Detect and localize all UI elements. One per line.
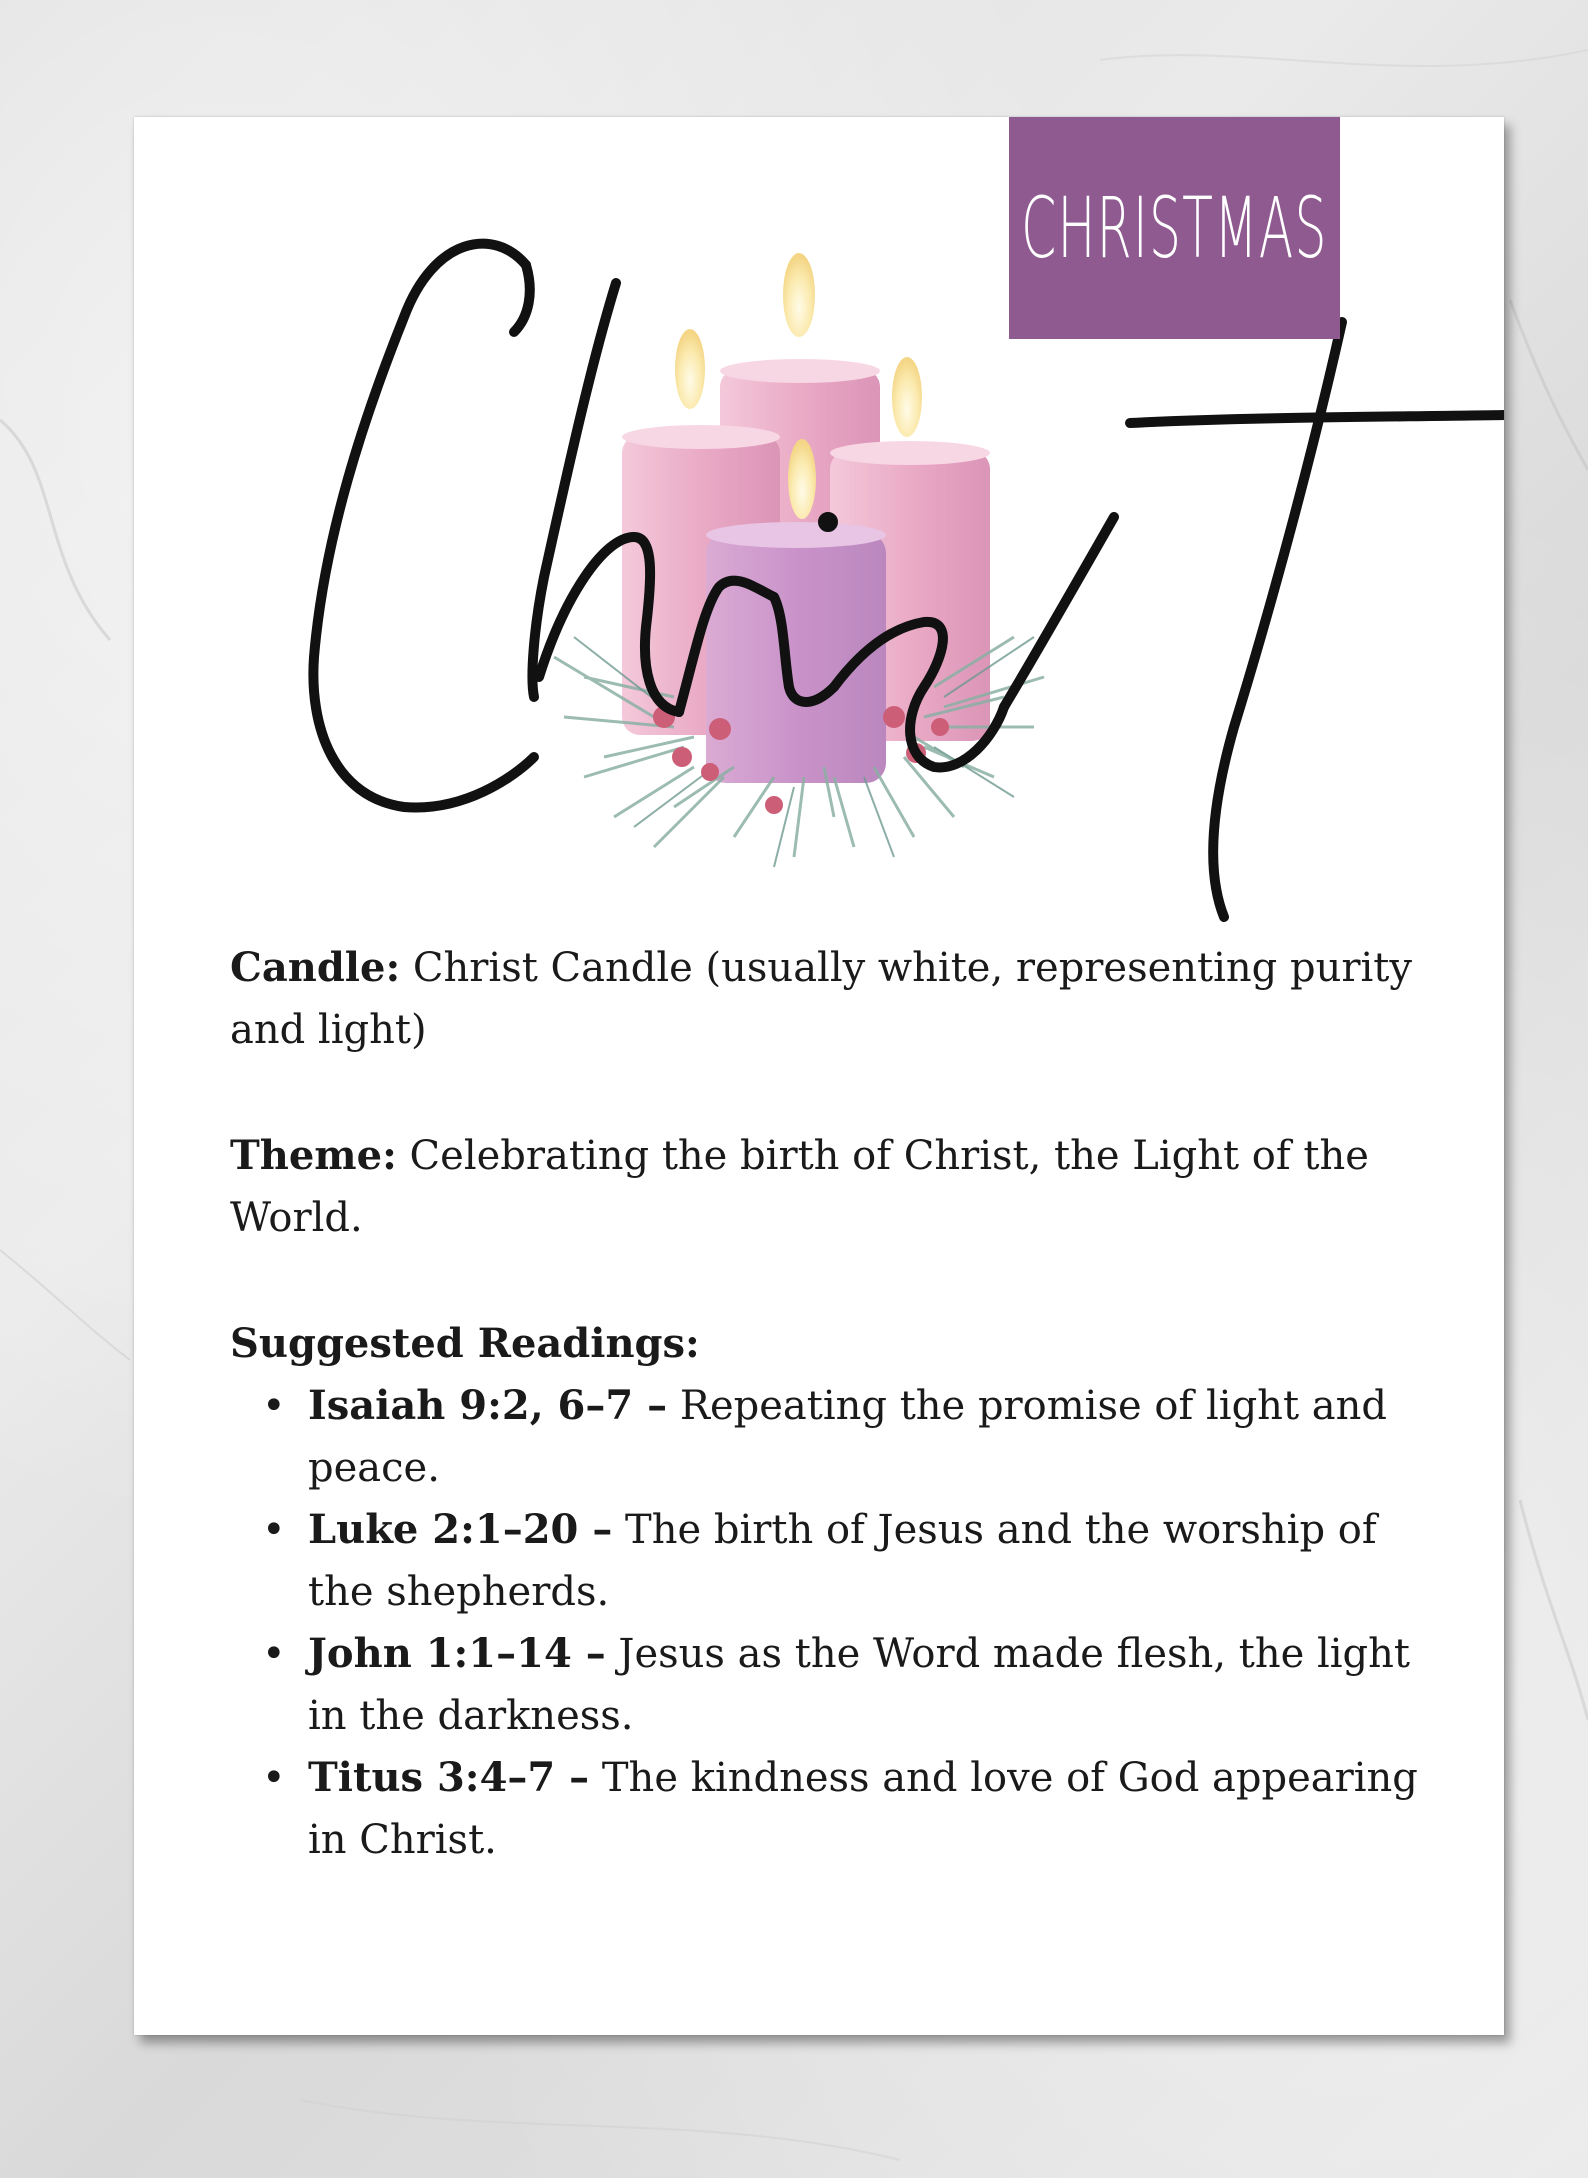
reading-ref: John 1:1–14 –	[308, 1630, 606, 1677]
reading-text: Repeating the promise of light and peace.	[308, 1383, 1387, 1491]
card-content	[230, 937, 1450, 1871]
bullet-icon: •	[262, 1507, 286, 1553]
readings-list	[230, 1375, 1450, 1871]
list-item	[262, 1499, 1450, 1623]
bullet-icon: •	[262, 1755, 286, 1801]
candle-paragraph	[230, 937, 1450, 1061]
advent-card	[134, 117, 1504, 2035]
list-item	[262, 1747, 1450, 1871]
reading-ref: Isaiah 9:2, 6–7 –	[308, 1382, 668, 1429]
reading-text: The birth of Jesus and the worship of the shepherds.	[308, 1507, 1377, 1615]
bullet-icon: •	[262, 1631, 286, 1677]
candle-label: Candle:	[230, 944, 401, 991]
reading-ref: Luke 2:1–20 –	[308, 1506, 613, 1553]
reading-text: Jesus as the Word made flesh, the light in the darkness.	[308, 1631, 1410, 1739]
list-item	[262, 1375, 1450, 1499]
theme-text: Celebrating the birth of Christ, the Light of the World.	[230, 1133, 1369, 1241]
reading-ref: Titus 3:4–7 –	[308, 1754, 590, 1801]
list-item	[262, 1623, 1450, 1747]
bullet-icon: •	[262, 1383, 286, 1429]
theme-paragraph	[230, 1125, 1450, 1249]
christmas-tag	[1009, 117, 1340, 339]
tag-label: CHRISTMAS	[1021, 179, 1328, 277]
candle-text: Christ Candle (usually white, representing purity and light)	[230, 945, 1412, 1053]
readings-title: Suggested Readings:	[230, 1320, 700, 1367]
advent-wreath-icon	[554, 253, 1044, 867]
reading-text: The kindness and love of God appearing in Christ.	[308, 1755, 1418, 1863]
theme-label: Theme:	[230, 1132, 397, 1179]
